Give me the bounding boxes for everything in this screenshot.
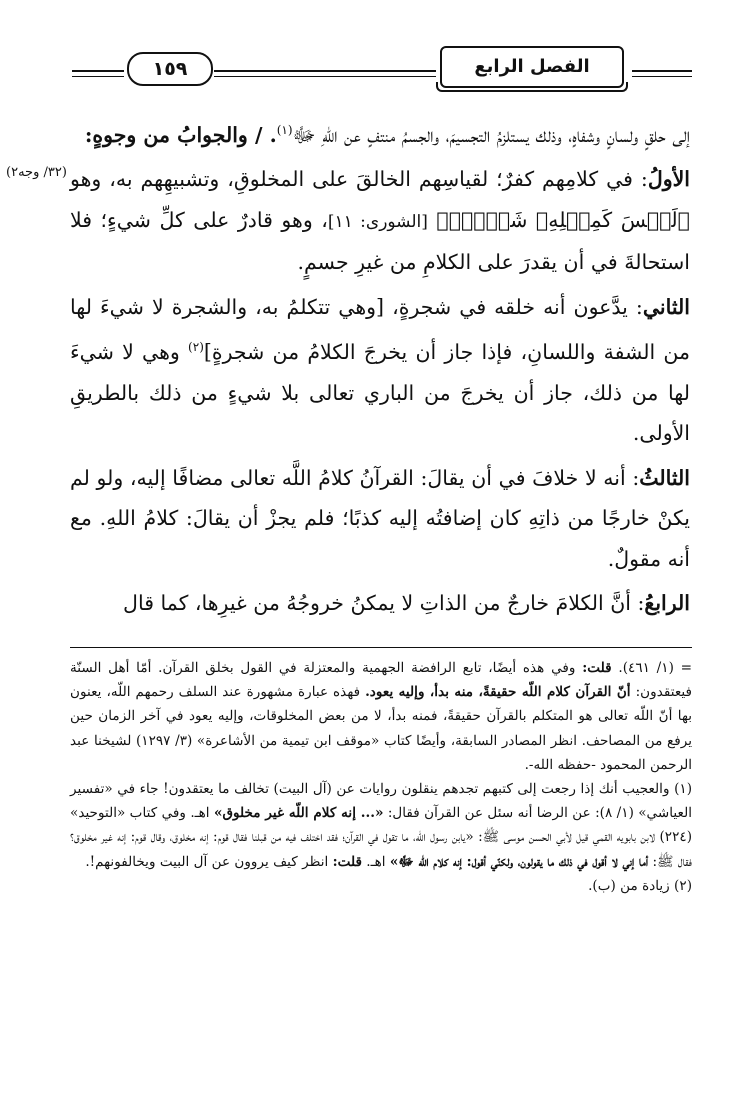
header-rule-left-thin — [72, 76, 124, 77]
page-number: ١٥٩ — [127, 52, 213, 86]
footnote-continued — [70, 656, 692, 777]
paragraph-third — [70, 458, 690, 580]
text-run: وهي لا شيءَ لها من ذلك، جاز أن يخرجَ من الباري تعالى بلا شيءٍ من ذلك بالطريقِ الأولى. — [70, 340, 691, 446]
bold-quote: أنّ القرآن كلام اللّه حقيقةً، منه بدأ، وإليه يعود. — [365, 684, 631, 701]
text-run: : يدَّعون أنه خلقه في شجرةٍ، [وهي تتكلمُ به، والشجرة لا شيءَ لها من الشفة واللسانِ، فإذا جاز أن يخرجَ الكلامُ من شجرةٍ] — [70, 294, 690, 365]
footnote-ref-2: (٢) — [188, 340, 204, 355]
paragraph-first — [70, 159, 690, 283]
point-second-label: الثاني — [642, 294, 690, 319]
footnote-1 — [70, 777, 692, 874]
header-rule-left — [72, 70, 124, 72]
header-rule-middle-thin — [214, 76, 436, 77]
bold-quote: «... إنه كلام اللّه غير مخلوق» — [213, 805, 384, 822]
verse-reference: [الشورى: ١١] — [327, 211, 428, 232]
note-label: قلت: — [582, 660, 612, 676]
text-run: اهـ. — [361, 853, 390, 870]
point-fourth-label: الرابعُ — [644, 591, 690, 616]
note-label: قلت: — [332, 853, 362, 870]
text-run: : أنه لا خلافَ في أن يقالَ: القرآنُ كلامُ اللَّه تعالى مضافًا إليه، ولو لم يكنْ خارجًا من ذاتِهِ كان إضافتُه إليه كذبًا؛ فلم يجزْ أن يقالَ: كلامُ اللهِ. مع أنه مقولٌ. — [70, 465, 690, 571]
header-rule-right — [632, 70, 692, 72]
page-header — [0, 46, 751, 96]
text-run: ، وهو قادرٌ على كلِّ شيءٍ؛ فلا استحالةَ في أن يقدرَ على الكلامِ من غيرِ جسمٍ. — [70, 207, 690, 275]
bold-quote: أما إني لا أقول في ذلك ما يقولون، ولكنّي أقول: إنه كلام اللّه ﷻ» — [389, 853, 649, 870]
text-run: إلى حلقٍ ولسانٍ وشفاهٍ، وذلك يستلزمُ التجسيمَ، والجسمُ منتفٍ عن اللهِ ﷻ — [292, 122, 690, 147]
paragraph-intro — [70, 110, 690, 155]
main-text — [70, 110, 690, 628]
text-run: وفي هذه أيضًا، تابع الرافضة الجهمية والمعتزلة في القول بخلق القرآن. أمّا أهل السنّة فيعتقدون: — [70, 660, 692, 701]
paragraph-second — [70, 287, 690, 454]
paragraph-fourth — [70, 583, 690, 624]
text-run: فهذه عبارة مشهورة عند السلف رحمهم اللّه، يعنون بها أنّ اللّه تعالى هو المتكلم بالقرآن حقيقةً، فمنه بدأ، لا من بعض المخلوقات، وإليه يعود في آخر الزمان حين يرفع من المصاحف. انظر المصادر السابقة، وأيضًا كتاب «موقف ابن تيمية من الأشاعرة» (٣/ ١٢٩٧) لشيخنا عبد الرحمن المحمود -حفظه الله-. — [70, 684, 693, 773]
footnote-ref-1: (١) — [276, 123, 293, 137]
answer-heading: . / والجوابُ من وجوهٍ: — [84, 122, 277, 147]
text-run: انظر كيف يروون عن آل البيت ويخالفونهم!. — [85, 853, 333, 870]
text-run: (١) والعجيب أنك إذا رجعت إلى كتبهم تجدهم ينقلون روايات عن (آل البيت) تخالف ما يعتقدون! جاء في «تفسير العياشي» (١/ ٨): عن الرضا أنه سئل عن القرآن فقال: — [70, 781, 692, 822]
margin-manuscript-ref: (٣٢/ وجه٢) — [6, 165, 67, 180]
text-run: = (١/ ٤٦١). — [611, 660, 693, 676]
point-first-label: الأولُ — [647, 167, 690, 192]
quran-verse: ﴿لَيۡسَ كَمِثۡلِهِۦ شَيۡءٞۖ﴾ — [436, 207, 690, 232]
header-rule-middle — [214, 70, 436, 72]
text-run: : أنَّ الكلامَ خارجٌ من الذاتِ لا يمكنُ خروجُهُ من غيرِها، كما قال — [123, 591, 645, 616]
chapter-title: الفصل الرابع — [440, 46, 624, 88]
footnote-2: (٢) زيادة من (ب). — [588, 877, 692, 894]
text-run: : في كلامِهم كفرٌ؛ لقياسِهم الخالقَ على المخلوقِ، وتشبيهِهم به، وهو — [70, 167, 648, 192]
text-run: اهـ. وفي كتاب «التوحيد» (٢٢٤) لابن بابويه القمي قيل لأبي الحسن موسى ﷺ: «يابن رسول اللّه، ما تقول في القرآن؛ فقد اختلف فيه من قبلنا فقال قوم: إنه مخلوق، وقال قوم: إنه غير مخلوق؟ فقال ﷺ: — [70, 805, 692, 870]
footnote-separator — [70, 647, 692, 648]
header-rule-right-thin — [632, 76, 692, 77]
point-third-label: الثالثُ — [639, 465, 690, 490]
footnotes — [70, 656, 692, 898]
